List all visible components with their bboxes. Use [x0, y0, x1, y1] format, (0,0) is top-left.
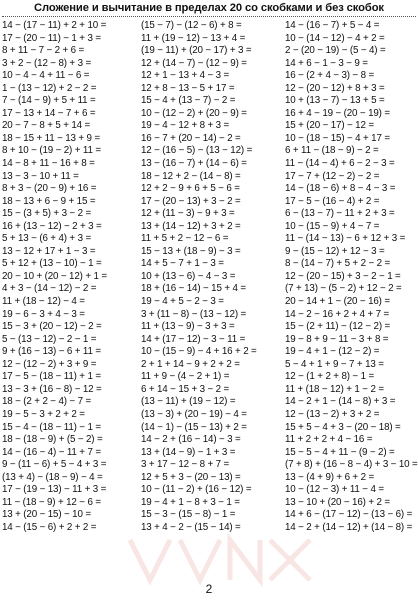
exercise-column-1 [2, 20, 132, 534]
exercise-item: 1 − (13 − 12) + 2 − 2 = [2, 82, 97, 94]
exercise-item: 2 − (20 − 19) − (5 − 4) = [285, 45, 386, 57]
exercise-item: 17 − 5 − (18 − 11) + 1 = [2, 371, 101, 383]
exercise-item: 14 − 8 + 11 − 16 + 8 = [2, 158, 95, 170]
exercise-item: 10 − (15 − 9) − 4 + 16 + 2 = [141, 346, 257, 358]
exercise-item: 20 − 10 + (20 − 12) + 1 = [2, 270, 107, 282]
exercise-item: (14 − 1) − (15 − 13) + 2 = [141, 421, 247, 433]
exercise-item: 3 + 17 − 12 − 8 + 7 = [141, 459, 230, 471]
exercise-item: 3 + 2 − (12 − 8) + 3 = [2, 57, 92, 69]
exercise-column-2 [141, 20, 271, 534]
exercise-item: 14 + (17 − 12) − 3 − 11 = [141, 333, 246, 345]
exercise-item: 18 − (2 + 2 − 4) − 7 = [2, 396, 92, 408]
exercise-item: 14 − 2 + 1 − (14 − 8) + 3 = [285, 396, 396, 408]
page-number: 2 [205, 582, 213, 596]
exercise-item: 13 − (4 + 9) + 6 + 2 = [285, 471, 375, 483]
exercise-item: 2 + 1 + 14 − 9 + 2 + 2 = [141, 358, 240, 370]
exercise-item: 15 + (20 − 17) − 12 = [285, 120, 374, 132]
exercise-item: 13 + (20 − 15) − 10 = [2, 509, 91, 521]
exercise-item: 6 + 11 − (18 − 9) − 2 = [285, 145, 379, 157]
exercise-item: 10 − (18 − 15) − 4 + 17 = [285, 132, 390, 144]
exercise-item: 10 + (13 − 7) − 13 + 5 = [285, 95, 385, 107]
exercise-item: 14 − (16 − 7) + 5 − 4 = [285, 20, 380, 31]
exercise-item: 5 + 13 − (6 + 4) + 3 = [2, 233, 92, 245]
exercise-item: 15 − 13 + (18 − 9) − 3 = [141, 245, 241, 257]
exercise-item: (15 − 7) − (12 − 6) + 8 = [141, 20, 242, 31]
exercise-item: 10 + (13 − 6) − 4 − 3 = [141, 270, 236, 282]
exercise-item: 13 − 3 − 10 + 11 = [2, 170, 79, 182]
exercise-item: 6 + 14 − 15 + 3 − 2 = [141, 383, 230, 395]
exercise-item: 18 − 13 + 6 − 9 + 15 = [2, 195, 96, 207]
exercise-item: 10 − (14 − 12) − 4 + 2 = [285, 32, 385, 44]
exercise-item: 11 + (13 − 9) − 3 + 3 = [141, 321, 235, 333]
exercise-item: 6 − (13 − 7) − 11 + 2 + 3 = [285, 208, 395, 220]
exercise-item: 17 − 5 − (16 − 4) + 2 = [285, 195, 380, 207]
exercise-item: 18 − 12 + 2 − (14 − 8) = [141, 170, 241, 182]
exercise-item: 14 + 5 − 7 + 1 − 3 = [141, 258, 224, 270]
exercise-item: 19 − 4 + 5 − 2 − 3 = [141, 296, 224, 308]
exercise-item: 15 − 4 + (13 − 7) − 2 = [141, 95, 236, 107]
exercise-item: 14 − 2 + (16 − 14) − 3 = [141, 434, 241, 446]
page-title: Сложение и вычитание в пределах 20 со скобками и без скобок [34, 2, 384, 14]
exercise-item: (13 + 4) − (18 − 9) − 4 = [2, 471, 103, 483]
exercise-item: 10 − 4 − 4 + 11 − 6 = [2, 70, 90, 82]
exercise-item: (13 − 11) + (19 − 12) = [141, 396, 236, 408]
exercise-item: 8 + 10 − (19 − 2) + 11 = [2, 145, 101, 157]
exercise-item: 14 − 2 + (14 − 12) + (14 − 8) = [285, 521, 413, 533]
exercise-item: 10 − (11 − 2) + (16 − 12) = [141, 484, 252, 496]
exercise-item: 16 + (13 − 12) − 2 + 3 = [2, 220, 102, 232]
exercise-item: 11 − (18 − 9) + 12 − 6 = [2, 496, 101, 508]
exercise-item: 16 + 4 − 19 − (20 − 19) = [285, 107, 390, 119]
exercise-item: 17 − (20 − 11) − 1 + 3 = [2, 32, 101, 44]
exercise-item: 5 − 4 + 1 + 9 − 7 + 13 = [285, 358, 384, 370]
exercise-item: 7 − (14 − 9) + 5 + 11 = [2, 95, 96, 107]
exercise-item: 19 − 6 − 3 + 4 − 3 = [2, 308, 85, 320]
exercise-item: 9 − (15 − 12) + 12 − 3 = [285, 245, 385, 257]
exercise-item: 15 − 3 + (20 − 12) − 2 = [2, 321, 102, 333]
exercise-item: 18 − (18 − 9) + (5 − 2) = [2, 434, 103, 446]
exercise-item: 15 − 3 − (15 − 8) − 1 = [141, 509, 236, 521]
exercise-item: 19 − 4 − 12 + 8 + 3 = [141, 120, 230, 132]
exercise-item: 5 + 12 + (13 − 10) − 1 = [2, 258, 102, 270]
exercise-item: 13 + (14 − 12) + 3 + 2 = [141, 220, 241, 232]
exercise-item: 11 + (19 − 12) − 13 + 4 = [141, 32, 246, 44]
exercise-item: 12 − (1 + 2 + 8) − 1 = [285, 371, 375, 383]
exercise-item: 12 + (11 − 3) − 9 + 3 = [141, 208, 235, 220]
exercise-item: 14 + 6 − (17 − 12) − (13 − 6) = [285, 509, 413, 521]
exercise-item: 17 − 13 + 14 − 7 + 6 = [2, 107, 96, 119]
exercise-item: 15 − (3 + 5) + 3 − 2 = [2, 208, 92, 220]
exercise-item: 17 − (20 − 13) + 3 − 2 = [141, 195, 241, 207]
exercise-item: 11 − (14 − 13) − 6 + 12 + 3 = [285, 233, 406, 245]
exercise-item: 15 + 5 − 4 + 3 − (20 − 18) = [285, 421, 401, 433]
exercise-item: (19 − 11) + (20 − 17) + 3 = [141, 45, 252, 57]
exercise-item: 15 − (2 + 11) − (12 − 2) = [285, 321, 391, 333]
exercise-item: 12 + 5 + 3 − (20 − 13) = [141, 471, 241, 483]
exercise-column-3 [285, 20, 418, 534]
exercise-item: 15 − 5 − 4 + 11 − (9 − 2) = [285, 446, 395, 458]
exercise-item: 14 − (17 − 11) + 2 + 10 = [2, 20, 107, 31]
exercise-item: 12 + 8 − 13 − 5 + 17 = [141, 82, 235, 94]
exercise-item: 14 − (16 − 4) − 11 + 7 = [2, 446, 101, 458]
exercise-item: 8 + 3 − (20 − 9) + 16 = [2, 183, 97, 195]
exercise-item: 13 + (14 − 9) − 1 + 3 = [141, 446, 236, 458]
exercise-item: 9 + (16 − 13) − 6 + 11 = [2, 346, 101, 358]
exercise-item: (13 − 3) + (20 − 19) − 4 = [141, 408, 247, 420]
exercise-item: 12 − (16 − 5) − (13 − 12) = [141, 145, 253, 157]
exercise-item: 8 − (14 − 7) + 5 + 2 − 2 = [285, 258, 391, 270]
exercise-item: 14 + 6 − 1 − 3 − 9 = [285, 57, 368, 69]
exercise-item: 19 − 4 + 1 − 8 + 3 − 1 = [141, 496, 240, 508]
exercise-item: 12 − (13 − 2) + 3 + 2 = [285, 408, 380, 420]
exercise-item: 19 − 5 − 3 + 2 + 2 = [2, 408, 85, 420]
exercise-item: 18 + (16 − 14) − 15 + 4 = [141, 283, 246, 295]
exercise-item: 13 − 12 + 17 + 1 − 3 = [2, 245, 96, 257]
exercise-item: 11 + (18 − 12) + 1 − 2 = [285, 383, 384, 395]
exercise-item: 16 − 7 + (20 − 14) − 2 = [141, 132, 241, 144]
exercise-item: 14 − 2 − 16 + 2 + 4 + 7 = [285, 308, 390, 320]
exercise-item: 13 − 3 + (16 − 8) − 12 = [2, 383, 102, 395]
exercise-item: 19 − 8 + 9 − 11 − 3 + 8 = [285, 333, 389, 345]
exercise-item: 12 − (20 − 12) + 8 + 3 = [285, 82, 385, 94]
exercise-item: 10 − (15 − 9) + 4 − 7 = [285, 220, 380, 232]
exercise-item: 17 − (19 − 13) − 11 + 3 = [2, 484, 107, 496]
exercise-item: 13 − (16 − 7) + (14 − 6) = [141, 158, 247, 170]
exercise-item: 10 − (12 − 2) + (20 − 9) = [141, 107, 247, 119]
exercise-item: 12 − (20 − 15) + 3 − 2 − 1 = [285, 270, 401, 282]
exercise-item: 5 − (13 − 12) − 2 − 1 = [2, 333, 97, 345]
exercise-item: 4 + 3 − (14 − 12) − 2 = [2, 283, 97, 295]
title-divider [2, 16, 416, 17]
exercise-item: 17 − 7 + (12 − 2) − 2 = [285, 170, 380, 182]
exercise-item: 9 − (11 − 6) + 5 − 4 + 3 = [2, 459, 107, 471]
exercise-item: 19 − 4 + 1 − (12 − 2) = [285, 346, 380, 358]
exercise-item: 16 − (2 + 4 − 3) − 8 = [285, 70, 375, 82]
exercise-item: 20 − 7 − 8 + 5 + 14 = [2, 120, 91, 132]
exercise-item: 18 − 15 + 11 − 13 + 9 = [2, 132, 100, 144]
exercise-item: 13 − 10 + (20 − 16) + 2 = [285, 496, 390, 508]
exercise-item: 3 + (11 − 8) − (13 − 12) = [141, 308, 247, 320]
exercise-item: 14 − (18 − 6) + 8 − 4 − 3 = [285, 183, 396, 195]
exercise-item: 13 + 4 − 2 − (15 − 14) = [141, 521, 241, 533]
exercise-item: 12 + (14 − 7) − (12 − 9) = [141, 57, 247, 69]
exercise-item: 11 + 2 + 2 + 4 − 16 = [285, 434, 373, 446]
exercise-item: 11 − (14 − 4) + 6 − 2 − 3 = [285, 158, 395, 170]
publisher-watermark [120, 530, 320, 590]
exercise-item: 12 + 1 − 13 + 4 − 3 = [141, 70, 230, 82]
exercise-item: 10 − (12 − 3) + 11 − 4 = [285, 484, 384, 496]
exercise-item: (7 + 13) − (5 − 2) + 12 − 2 = [285, 283, 402, 295]
exercise-item: 11 + (18 − 12) − 4 = [2, 296, 85, 308]
exercise-item: (7 + 8) + (16 − 8 − 4) + 3 − 10 = [285, 459, 418, 471]
exercise-item: 12 − (12 − 2) + 3 + 9 = [2, 358, 97, 370]
exercise-item: 11 + 5 + 2 − 12 − 6 = [141, 233, 229, 245]
exercise-item: 8 + 11 − 7 − 2 + 6 = [2, 45, 85, 57]
exercise-item: 12 + 2 − 9 + 6 + 5 − 6 = [141, 183, 240, 195]
exercise-item: 14 − (15 − 6) + 2 + 2 = [2, 521, 97, 533]
exercise-item: 20 − 14 + 1 − (20 − 16) = [285, 296, 390, 308]
exercise-item: 15 − 4 − (18 − 11) − 1 = [2, 421, 101, 433]
exercise-item: 11 + 9 − (4 − 2 + 1) = [141, 371, 230, 383]
